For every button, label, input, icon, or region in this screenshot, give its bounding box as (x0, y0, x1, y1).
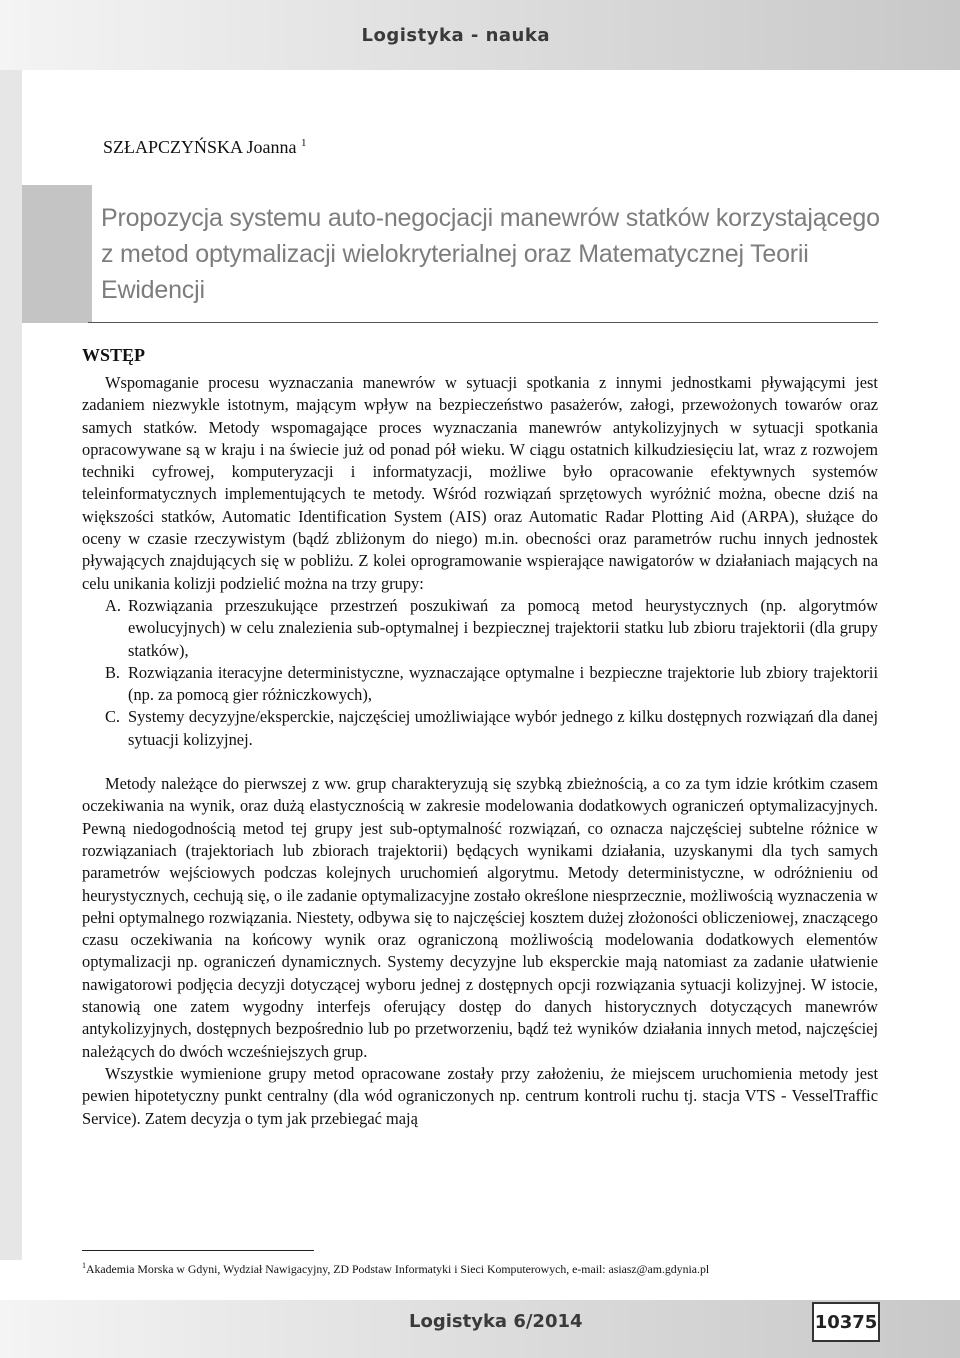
paragraph: Wspomaganie procesu wyznaczania manewrów w sytuacji spotkania z innymi jednostkami pływającymi jest zadaniem niezwykle istotnym, mającym wpływ na bezpieczeństwo pasażerów, załogi, przewożonych towarów oraz samych statków. Metody wspomagające proces wyznaczania manewrów antykolizyjnych w sytuacji spotkania opracowywane są w kraju i na świecie już od ponad pół wieku. W ciągu ostatnich kilkudziesięciu lat, wraz z rozwojem techniki cyfrowej, komputeryzacji i informatyzacji, możliwe było opracowanie efektywnych systemów teleinformatycznych implementujących te metody. Wśród rozwiązań sprzętowych wyróżnić można, obecne dziś na większości statków, Automatic Identification System (AIS) oraz Automatic Radar Plotting Aid (ARPA), służące do oceny w czasie rzeczywistym (bądź zbliżonym do niego) m.in. obecności oraz parametrów ruchu innych jednostek pływających znajdujących się w pobliżu. Z kolei oprogramowanie wspierające nawigatorów w działaniach mających na celu unikania kolizji podzielić można na trzy grupy: (82, 373, 878, 593)
spacer (82, 751, 878, 773)
title-divider (88, 322, 878, 323)
journal-title: Logistyka - nauka (361, 25, 550, 46)
header-bar (0, 0, 960, 70)
list-item (82, 662, 878, 707)
author-footnote-mark: 1 (301, 137, 307, 149)
section-heading: WSTĘP (82, 345, 146, 365)
list-item-text: Rozwiązania iteracyjne deterministyczne, wyznaczające optymalne i bezpieczne trajektorie lub zbiory trajektorii (np. za pomocą gier różniczkowych), (128, 662, 878, 705)
title-line: Ewidencji (101, 276, 205, 304)
footnote-divider (82, 1250, 314, 1251)
title-line: z metod optymalizacji wielokryterialnej oraz Matematycznej Teorii (101, 240, 809, 268)
list-item-text: Rozwiązania przeszukujące przestrzeń poszukiwań za pomocą metod heurystycznych (np. algorytmów ewolucyjnych) w celu znalezienia sub-optymalnej i bezpiecznej trajektorii statku lub zbioru trajektorii (dla grupy statków), (128, 595, 878, 660)
list-item (82, 706, 878, 751)
footnote-text: Akademia Morska w Gdyni, Wydział Nawigacyjny, ZD Podstaw Informatyki i Sieci Komputerowych, e-mail: asiasz@am.gdynia.pl (86, 1261, 710, 1276)
list-marker: A. (105, 595, 121, 615)
footnote (82, 1258, 882, 1277)
footnote-mark: 1 (82, 1261, 86, 1270)
page-number: 10375 (814, 1311, 878, 1333)
title-line: Propozycja systemu auto-negocjacji manewrów statków korzystającego (101, 204, 880, 232)
paragraph: Metody należące do pierwszej z ww. grup charakteryzują się szybką zbieżnością, a co za tym idzie krótkim czasem oczekiwania na wynik, oraz dużą elastycznością w zakresie modelowania dodatkowych ograniczeń optymalizacyjnych. Pewną niedogodnością metod tej grupy jest sub-optymalność rozwiązań, co oznacza najczęściej subtelne różnice w rozwiązaniach (trajektoriach lub zbiorach trajektorii) będących wynikami działania, uzyskanymi dla tych samych parametrów wejściowych podczas kolejnych uruchomień algorytmu. Metody deterministyczne, w odróżnieniu od heurystycznych, cechują się, o ile zadanie optymalizacyjne zostało określone niesprzecznie, możliwością wyznaczenia w pełni optymalnego rozwiązania. Niestety, odbywa się to najczęściej kosztem dużej złożoności obliczeniowej, znaczącego czasu oczekiwania na końcowy wynik oraz ograniczoną możliwością modelowania dodatkowych elementów optymalizacji np. ograniczeń dynamicznych. Systemy decyzyjne lub eksperckie mają natomiast za zadanie ułatwienie nawigatorowi podjęcia decyzji dotyczącej wyboru jednej z dostępnych opcji rozwiązania sytuacji kolizyjnej. W istocie, stanowią one zatem wygodny interfejs oferujący dostęp do danych historycznych dotyczących manewrów antykolizyjnych, dostępnych bezpośrednio lub po przetworzeniu, bądź też wyników działania innych metod, najczęściej należących do dwóch wcześniejszych grup. (82, 774, 878, 1061)
list-item-text: Systemy decyzyjne/eksperckie, najczęściej umożliwiające wybór jednego z kilku dostępnych rozwiązań dla danej sytuacji kolizyjnej. (128, 707, 878, 749)
left-margin-strip (0, 70, 22, 1260)
author-name: SZŁAPCZYŃSKA Joanna $^1$ (103, 137, 307, 157)
list-marker: B. (105, 662, 121, 682)
list-item (82, 595, 878, 662)
title-accent-block (22, 185, 92, 323)
page-number-box (812, 1302, 880, 1342)
issue-label: Logistyka 6/2014 (409, 1311, 583, 1332)
paragraph: Wszystkie wymienione grupy metod opracowane zostały przy założeniu, że miejscem uruchomienia metody jest pewien hipotetyczny punkt centralny (dla wód ograniczonych np. centrum kontroli ruchu tj. stacja VTS - VesselTraffic Service). Zatem decyzja o tym jak przebiegać mają (82, 1063, 878, 1128)
body-text (82, 372, 878, 1130)
list-marker: C. (105, 707, 121, 727)
method-groups-list (82, 595, 878, 751)
paper-title (101, 200, 891, 308)
